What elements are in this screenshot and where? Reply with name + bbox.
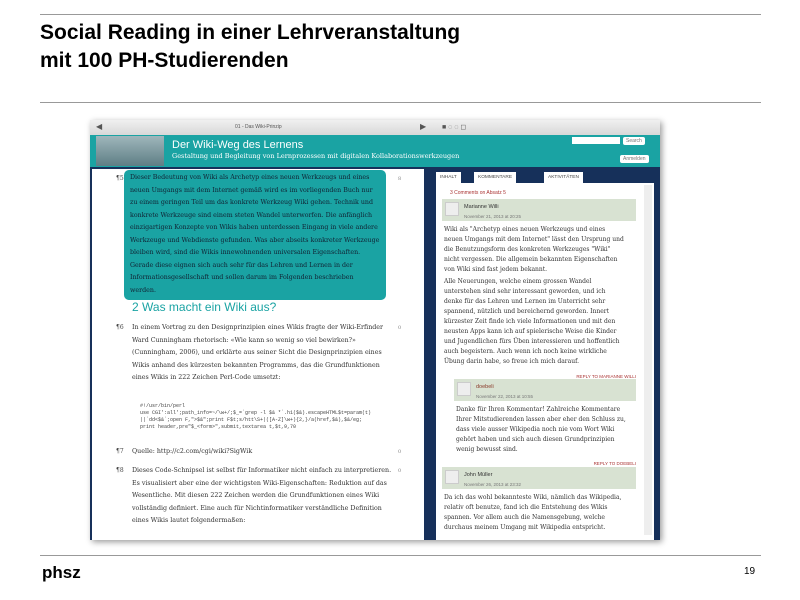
chapter-select[interactable]: 01 - Das Wiki-Prinzip [235,124,282,130]
logo: phsz [42,563,81,582]
comment-count[interactable]: 0 [398,468,402,474]
title-line: Social Reading in einer Lehrveranstaltung [40,21,461,44]
comment-date: November 22, 2013 at 10:55 [476,394,534,399]
avatar [445,470,459,484]
comment-count[interactable]: 0 [398,449,402,455]
comment-date: November 21, 2013 at 20:25 [464,214,522,219]
tab-aktivitaeten[interactable] [544,172,583,183]
banner-image [96,136,164,166]
title-rule [40,102,761,103]
slide-title [40,19,460,75]
paragraph-number: ¶8 [116,467,124,474]
avatar [457,382,471,396]
title-line: mit 100 PH-Studierenden [40,49,289,72]
comment-count[interactable]: 0 [398,325,402,331]
comment-header [454,379,636,401]
comment-author[interactable]: Marianne Willi [464,204,499,210]
comments-list [436,183,654,540]
paragraph-number: ¶6 [116,324,124,331]
paragraph-number: ¶5 [116,175,124,182]
embedded-screenshot [90,120,660,540]
footer-rule [40,555,761,556]
toolbar [90,120,660,135]
next-arrow-icon[interactable]: ▶ [420,122,427,131]
top-rule [40,14,761,15]
comment-count-label: 3 Comments on Absatz 5 [450,190,506,196]
prev-arrow-icon[interactable]: ◀ [96,122,103,131]
section-heading: 2 Was macht ein Wiki aus? [132,300,277,314]
comment-text: Alle Neuerungen, welche einem grossen Wandel unterstehen sind sehr interessant geworden, und ich denke für das Lehren und Lernen im Unterricht sehr spannend, nützlich und bereichernd geworden. Innert kürzester Zeit finde ich viele Informationen und mit den neusten Apps kann ich auf spielerische Weise die Kinder und Jugendlichen fürs Üben interessieren und hoffentlich auch begeistern. Auch wenn ich noch keine wirkliche Übung darin habe, so freue ich mich darauf. [444,278,620,365]
comment-date: November 26, 2013 at 23:32 [464,482,522,487]
tab-label: INHALT [440,175,457,180]
comment-author[interactable]: doebeli [476,384,494,390]
reply-button[interactable]: REPLY TO MARIANNE WILLI [576,374,636,379]
search-button[interactable]: Search [623,137,645,145]
code-block: #!/usr/bin/perl use CGI':all';path_info=~/\w+/;$_=`grep -l $& *`.h1($&).escapeHTML$t=param(t) ||`dd<$&`;open F,">$&";print F$t;s/htt\S+|([A-Z]\w+){2,}/a(href,$&),$&/eg; print header,pre"$_<form>",submit,textarea t,$t,9,70 [140,403,372,430]
reply-button[interactable]: REPLY TO DOEBELI [593,461,636,466]
site-title[interactable]: Der Wiki-Weg des Lernens [172,139,304,151]
avatar [445,202,459,216]
tab-label: KOMMENTARE [478,175,513,180]
text-panel [92,169,424,540]
tab-inhalt[interactable] [436,172,461,183]
comment-text: Wiki als "Archetyp eines neuen Werkzeugs und eines neuen Umgangs mit dem Internet" lässt den Ursprung und die Benutzungsform des konkreten Werkzeuges "Wiki" nicht vergessen. Die allgemein bekannten Eigenschaften von Wiki sind fast jedem bekannt. [444,226,624,273]
login-button[interactable]: Anmelden [620,155,649,163]
comment-text: Danke für Ihren Kommentar! Zahlreiche Kommentare Ihrer Mitstudierenden lassen aber eher den Schluss zu, dass viele ausser Wikipedia noch nie vom Wort Wiki gehört haben und sich auch diesen Grundprinzipien wenig bewusst sind. [456,406,626,453]
highlighted-paragraph[interactable]: Dieser Bedeutung von Wiki als Archetyp eines neuen Werkzeugs und eines neuen Umgangs mit dem Internet gemäß wird es im vorliegenden Buch nur zu einem geringen Teil um das konkrete Werkzeug Wiki gehen. Technik und konkrete Werkzeuge sind einem steten Wandel unterworfen. Die anfänglich einzigartigen Konzepte von Wikis haben unterdessen Eingang in viele andere Werkzeuge und Webdienste gefunden. Was aber abseits konkreter Werkzeuge bleiben wird, sind die Wikis innewohnenden universalen Eigenschaften. Gerade diese eignen sich auch sehr für das Lehren und Lernen in der Informationsgesellschaft und sollen darum im Folgenden beschrieben werden. [124,170,386,300]
comment-author[interactable]: John Müller [464,472,493,478]
paragraph[interactable]: In einem Vortrag zu den Designprinzipien eines Wikis fragte der Wiki-Erfinder Ward Cunningham rhetorisch: «Wie kann so wenig so viel bewirken?» (Cunningham, 2006), und erklärte aus seiner Sicht die Designprinzipien eines Wikis anhand des kürzesten bekannten Programms, das die Grundfunktionen eines Wikis in 222 Zeichen Perl-Code umsetzt: [132,324,384,381]
site-banner [90,135,660,167]
page-number: 19 [744,566,756,577]
paragraph[interactable]: Dieses Code-Schnipsel ist selbst für Informatiker nicht einfach zu interpretieren. Es visualisiert aber eine der wichtigsten Wiki-Eigenschaften: Reduktion auf das Wesentliche. Mit diesen 222 Zeichen werden die Grundfunktionen eines Wiki vollständig definiert. Eine auch für Nichtinformatiker verständliche Definition eines Wikis lautet folgendermaßen: [132,467,392,524]
comment-count[interactable]: 8 [398,176,402,182]
search-input[interactable] [572,137,620,144]
toolbar-icons[interactable]: ■ ◌ ◌ ◻ [442,124,467,131]
comments-sidebar [434,169,656,540]
site-subtitle: Gestaltung und Begleitung von Lernprozessen mit digitalen Kollaborationswerkzeugen [172,152,460,160]
tab-kommentare[interactable] [474,172,516,183]
scrollbar[interactable] [644,185,652,535]
comment-header [442,199,636,221]
paragraph-number: ¶7 [116,448,124,455]
comment-text: Da ich das wohl bekannteste Wiki, nämlich das Wikipedia, relativ oft benutze, fand ich die Entstehung des Wikis spannen. Vor allem auch die Namensgebung, welche durchaus meinem Umgang mit Wikipedia entspricht. [444,494,622,531]
paragraph[interactable]: Quelle: http://c2.com/cgi/wiki?SigWik [132,448,253,455]
tab-label: AKTIVITÄTEN [548,175,579,180]
comment-header [442,467,636,489]
